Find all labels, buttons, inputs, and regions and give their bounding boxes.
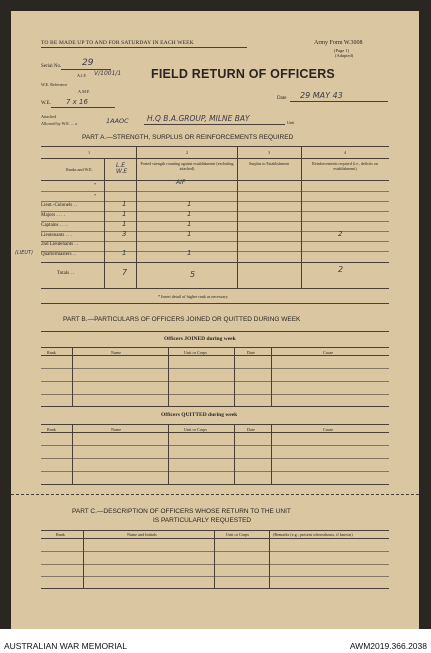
part-a-footnote: * Insert detail of higher rank as necessary. bbox=[158, 294, 229, 299]
joined-col-name: Name bbox=[111, 350, 121, 355]
totals-we: 7 bbox=[122, 268, 128, 277]
row-posted-captains: 1 bbox=[187, 220, 192, 228]
allowed-value: 1AAOC bbox=[106, 117, 129, 125]
part-c-col-name: Name and Initials bbox=[127, 532, 157, 537]
col-we-handwritten: L.E W.E bbox=[116, 162, 128, 175]
row-rank-2nd-lieutenants: 2nd Lieutenants . . bbox=[41, 242, 79, 247]
col-posted-header: Posted strength counting against establishment (excluding attached) bbox=[140, 161, 234, 171]
unit-label: Unit bbox=[287, 120, 295, 125]
part-b-title: PART B.—PARTICULARS OF OFFICERS JOINED OR QUITTED DURING WEEK bbox=[63, 316, 301, 323]
footer-accession-number: AWM2019.366.2038 bbox=[349, 641, 427, 651]
row-we-captains: 1 bbox=[122, 220, 127, 228]
col-number-3: 3 bbox=[268, 150, 271, 155]
row-reinf-lieutenants: 2 bbox=[338, 230, 343, 238]
amf-label: A.M.F. bbox=[78, 89, 90, 94]
row-we-majors: 1 bbox=[122, 210, 127, 218]
part-a-title: PART A.—STRENGTH, SURPLUS OR REINFORCEMENTS REQUIRED bbox=[82, 134, 294, 141]
footer-institution: AUSTRALIAN WAR MEMORIAL bbox=[4, 641, 127, 651]
quitted-col-rank: Rank bbox=[47, 427, 56, 432]
we-value: 7 x 16 bbox=[66, 98, 88, 106]
totals-reinf: 2 bbox=[338, 265, 344, 274]
form-title: FIELD RETURN OF OFFICERS bbox=[151, 67, 335, 81]
totals-label: Totals . . bbox=[57, 271, 75, 276]
row-rank-quartermasters: Quartermasters . . bbox=[41, 252, 77, 257]
part-c-title-line1: PART C.—DESCRIPTION OF OFFICERS WHOSE RETURN TO THE UNIT bbox=[72, 508, 291, 515]
part-c-col-remarks: (Remarks (e.g., present whereabouts, if known) bbox=[273, 532, 353, 537]
row-rank-lieut-colonels: Lieut.-Colonels . . bbox=[41, 203, 78, 208]
serial-label: Serial No. bbox=[41, 64, 62, 69]
row-rank-majors: Majors . . . . bbox=[41, 213, 66, 218]
col-posted-aif: AIF bbox=[176, 179, 186, 186]
aif-label: A.I.F. bbox=[77, 73, 87, 78]
row-we-lieutenants: 3 bbox=[122, 230, 127, 238]
archive-footer bbox=[0, 629, 431, 653]
row-posted-lieut-colonels: 1 bbox=[187, 200, 192, 208]
unit-value: H.Q B.A.GROUP, MILNE BAY bbox=[147, 114, 250, 123]
joined-col-rank: Rank bbox=[47, 350, 56, 355]
serial-value: 29 bbox=[82, 58, 94, 68]
row-rank-lieutenants: Lieutenants . . . bbox=[41, 233, 72, 238]
quitted-col-cause: Cause bbox=[323, 427, 334, 432]
quitted-col-date: Date bbox=[247, 427, 255, 432]
row-posted-lieutenants: 1 bbox=[187, 230, 192, 238]
row-posted-majors: 1 bbox=[187, 210, 192, 218]
joined-title: Officers JOINED during week bbox=[164, 336, 236, 342]
col-surplus-header: Surplus to Establishment bbox=[249, 161, 289, 166]
col-number-2: 2 bbox=[186, 150, 189, 155]
form-page: (Page 1) bbox=[334, 48, 350, 53]
perforation-line bbox=[11, 494, 419, 495]
totals-posted: 5 bbox=[190, 270, 196, 279]
allowed-label: Allowed by W.E. ... x bbox=[41, 121, 78, 126]
we-reference-label: W.E. Reference bbox=[41, 82, 68, 87]
col-number-4: 4 bbox=[344, 150, 347, 155]
form-id: Army Form W.3008 bbox=[314, 40, 363, 46]
col-reinf-header: Reinforcements required (i.e., deficits on establishment) bbox=[312, 161, 378, 171]
aif-value: V/1001/1 bbox=[94, 70, 122, 77]
part-c-title-line2: IS PARTICULARLY REQUESTED bbox=[153, 517, 252, 524]
quitted-col-unit: Unit or Corps bbox=[184, 427, 208, 432]
quitted-col-name: Name bbox=[111, 427, 121, 432]
part-c-col-unit: Unit or Corps bbox=[226, 532, 250, 537]
row-we-lieut-colonels: 1 bbox=[122, 200, 127, 208]
quitted-title: Officers QUITTED during week bbox=[161, 412, 238, 418]
attached-label: Attached bbox=[41, 114, 57, 119]
date-value: 29 MAY 43 bbox=[300, 91, 343, 100]
row-posted-quartermasters: 1 bbox=[187, 249, 192, 257]
col-number-1: 1 bbox=[88, 150, 91, 155]
date-label: Date bbox=[277, 96, 287, 101]
instruction-text: TO BE MADE UP TO AND FOR SATURDAY IN EACH WEEK bbox=[41, 40, 194, 46]
joined-col-unit: Unit or Corps bbox=[184, 350, 208, 355]
row-rank-captains: Captains . . . . bbox=[41, 223, 69, 228]
row-star-2: * bbox=[94, 193, 97, 198]
joined-col-date: Date bbox=[247, 350, 255, 355]
part-c-col-rank: Rank bbox=[56, 532, 65, 537]
form-adapted: (Adapted) bbox=[335, 53, 354, 58]
col-ranks-header: Ranks and W.E. bbox=[66, 167, 93, 172]
we-label: W.E. bbox=[41, 101, 51, 106]
joined-col-cause: Cause bbox=[323, 350, 334, 355]
qm-note: (LIEUT) bbox=[15, 250, 34, 256]
row-we-quartermasters: 1 bbox=[122, 249, 127, 257]
row-star-1: * bbox=[94, 182, 97, 187]
